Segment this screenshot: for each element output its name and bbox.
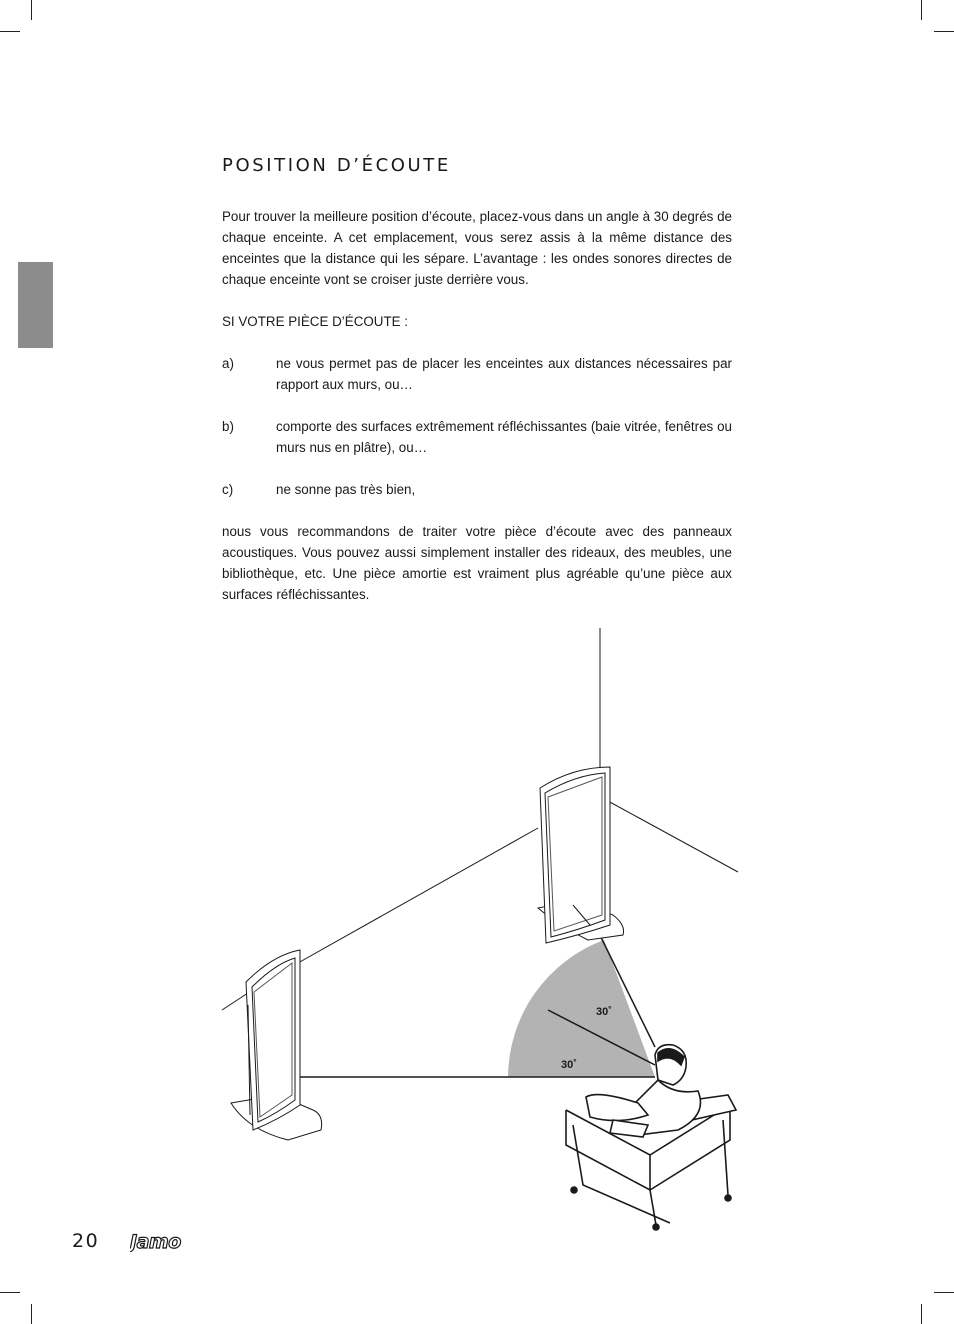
- list-text: ne vous permet pas de placer les enceintes aux distances nécessaires par rapport aux murs, ou…: [276, 356, 732, 392]
- crop-mark: [921, 1304, 922, 1324]
- intro-paragraph: Pour trouver la meilleure position d’écoute, placez-vous dans un angle à 30 degrés de chaque enceinte. A cet emplacement, vous serez assis à la même distance des enceintes que la distance qui les sépare. L’avantage : les ondes sonores directes de chaque enceinte vont se croiser juste derrière vous.: [222, 209, 732, 287]
- wall-floor-line: [608, 801, 738, 872]
- list-item: [222, 416, 732, 458]
- crop-mark: [934, 1292, 954, 1293]
- angle-label: 30˚: [561, 1059, 577, 1071]
- subheading: SI VOTRE PIÈCE D’ÉCOUTE :: [222, 314, 409, 329]
- crop-mark: [31, 1304, 32, 1324]
- speaker-right: [538, 767, 624, 943]
- list-marker: a): [222, 356, 234, 371]
- list-marker: b): [222, 419, 234, 434]
- crop-mark: [0, 31, 20, 32]
- page-number: 20: [72, 1230, 100, 1252]
- crop-mark: [31, 0, 32, 20]
- crop-mark: [0, 1292, 20, 1293]
- list-item: [222, 353, 732, 395]
- list-marker: c): [222, 482, 234, 497]
- list-item: [222, 479, 732, 500]
- angle-label: 30˚: [596, 1006, 612, 1018]
- section-tab: [18, 262, 53, 348]
- page-content: [222, 155, 732, 626]
- page-title: POSITION D’ÉCOUTE: [222, 155, 451, 176]
- svg-text:Jamo: Jamo: [130, 1232, 181, 1252]
- wall-floor-line: [222, 993, 248, 1010]
- wall-floor-line: [298, 828, 538, 963]
- list-text: comporte des surfaces extrêmement réfléchissantes (baie vitrée, fenêtres ou murs nus en plâtre), ou…: [276, 419, 732, 455]
- crop-mark: [934, 31, 954, 32]
- list-text: ne sonne pas très bien,: [276, 482, 416, 497]
- speaker-left: [231, 950, 322, 1140]
- angle-wedge: [508, 940, 655, 1077]
- jamo-logo: [130, 1232, 208, 1252]
- conclusion-paragraph: nous vous recommandons de traiter votre pièce d’écoute avec des panneaux acoustiques. Vous pouvez aussi simplement installer des rideaux, des meubles, une bibliothèque, etc. Une pièce amortie est vraiment plus agréable qu’une pièce aux surfaces réfléchissantes.: [222, 524, 732, 602]
- listening-position-illustration: [218, 625, 743, 1237]
- crop-mark: [921, 0, 922, 20]
